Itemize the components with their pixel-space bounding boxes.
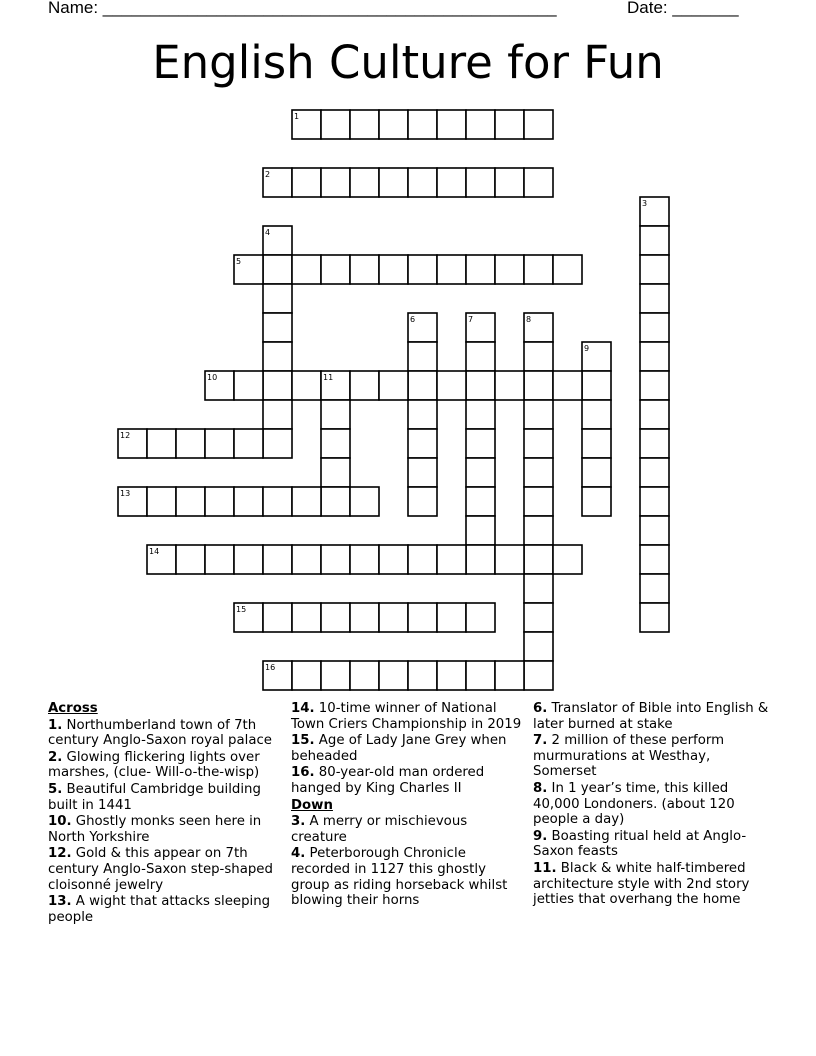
clue-down bbox=[291, 846, 527, 908]
cell-number: 14 bbox=[149, 547, 160, 556]
grid-cell[interactable] bbox=[379, 168, 408, 197]
grid-cell[interactable] bbox=[408, 487, 437, 516]
clues-column-2 bbox=[291, 701, 527, 910]
grid-cell[interactable] bbox=[205, 545, 234, 574]
grid-cell[interactable] bbox=[292, 255, 321, 284]
cell-number: 5 bbox=[236, 257, 242, 266]
grid-cell[interactable] bbox=[176, 487, 205, 516]
grid-cell[interactable] bbox=[524, 168, 553, 197]
grid-cell[interactable] bbox=[466, 342, 495, 371]
grid-cell[interactable] bbox=[321, 603, 350, 632]
clue-text: Black & white half-timbered architecture style with 2nd story jetties that overhang the home bbox=[533, 860, 750, 908]
clue-number: 5. bbox=[48, 781, 63, 797]
grid-cell[interactable] bbox=[350, 661, 379, 690]
clue-text: A merry or mischievous creature bbox=[291, 814, 468, 845]
cell-number: 12 bbox=[120, 431, 131, 440]
grid-cell[interactable] bbox=[408, 429, 437, 458]
grid-cell[interactable] bbox=[350, 168, 379, 197]
grid-cell[interactable] bbox=[524, 110, 553, 139]
grid-cell[interactable] bbox=[582, 400, 611, 429]
grid-cell[interactable] bbox=[495, 661, 524, 690]
grid-cell[interactable] bbox=[640, 545, 669, 574]
grid-cell[interactable] bbox=[263, 255, 292, 284]
clue-across bbox=[48, 750, 288, 781]
grid-cell[interactable] bbox=[292, 661, 321, 690]
clue-number: 7. bbox=[533, 733, 548, 749]
clue-down bbox=[533, 781, 773, 828]
grid-cell[interactable] bbox=[350, 371, 379, 400]
clue-number: 3. bbox=[291, 814, 306, 830]
clue-number: 10. bbox=[48, 814, 72, 830]
grid-cell[interactable] bbox=[350, 255, 379, 284]
grid-cell[interactable] bbox=[437, 168, 466, 197]
grid-cell[interactable] bbox=[495, 110, 524, 139]
grid-cell[interactable] bbox=[408, 603, 437, 632]
grid-cell[interactable] bbox=[176, 429, 205, 458]
across-heading: Across bbox=[48, 701, 98, 716]
grid-cell[interactable] bbox=[408, 458, 437, 487]
grid-cell[interactable] bbox=[640, 371, 669, 400]
grid-cell[interactable] bbox=[524, 371, 553, 400]
clue-number: 2. bbox=[48, 749, 63, 765]
grid-cell[interactable] bbox=[524, 516, 553, 545]
cell-number: 2 bbox=[265, 170, 271, 179]
grid-cell[interactable] bbox=[582, 429, 611, 458]
grid-cell[interactable] bbox=[582, 458, 611, 487]
clue-text: 10-time winner of National Town Criers Championship in 2019 bbox=[291, 701, 522, 732]
grid-cell[interactable] bbox=[640, 400, 669, 429]
clue-across bbox=[48, 894, 288, 925]
clue-number: 9. bbox=[533, 828, 548, 844]
cell-number: 11 bbox=[323, 373, 334, 382]
grid-cell[interactable] bbox=[350, 545, 379, 574]
cell-number: 9 bbox=[584, 344, 590, 353]
clue-across bbox=[48, 846, 288, 893]
clue-text: Translator of Bible into English & later burned at stake bbox=[533, 701, 769, 732]
grid-cell[interactable] bbox=[147, 487, 176, 516]
clue-number: 1. bbox=[48, 717, 63, 733]
clue-text: In 1 year’s time, this killed 40,000 Londoners. (about 120 people a day) bbox=[533, 780, 735, 828]
grid-cell[interactable] bbox=[524, 574, 553, 603]
grid-cell[interactable] bbox=[292, 603, 321, 632]
grid-cell[interactable] bbox=[321, 255, 350, 284]
grid-cell[interactable] bbox=[466, 603, 495, 632]
grid-cell[interactable] bbox=[524, 458, 553, 487]
grid-cell[interactable] bbox=[466, 371, 495, 400]
clue-text: Gold & this appear on 7th century Anglo-Saxon step-shaped cloisonné jewelry bbox=[48, 846, 273, 893]
clue-down bbox=[533, 701, 773, 732]
cell-number: 3 bbox=[642, 199, 648, 208]
clue-across bbox=[291, 701, 527, 732]
grid-cell[interactable] bbox=[234, 545, 263, 574]
grid-cell[interactable] bbox=[466, 458, 495, 487]
grid-cell[interactable] bbox=[350, 487, 379, 516]
clue-number: 4. bbox=[291, 846, 306, 862]
cell-number: 6 bbox=[410, 315, 416, 324]
grid-cell[interactable] bbox=[379, 255, 408, 284]
cell-number: 7 bbox=[468, 315, 474, 324]
grid-cell[interactable] bbox=[466, 400, 495, 429]
date-field[interactable]: Date: _______ bbox=[627, 0, 739, 17]
grid-cell[interactable] bbox=[408, 371, 437, 400]
grid-cell[interactable] bbox=[408, 400, 437, 429]
cell-number: 8 bbox=[526, 315, 532, 324]
cell-number: 16 bbox=[265, 663, 276, 672]
grid-cell[interactable] bbox=[321, 110, 350, 139]
grid-cell[interactable] bbox=[263, 603, 292, 632]
clue-down bbox=[533, 733, 773, 780]
grid-cell[interactable] bbox=[640, 342, 669, 371]
grid-cell[interactable] bbox=[263, 371, 292, 400]
grid-cell[interactable] bbox=[234, 487, 263, 516]
grid-cell[interactable] bbox=[321, 661, 350, 690]
grid-cell[interactable] bbox=[263, 313, 292, 342]
grid-cell[interactable] bbox=[292, 168, 321, 197]
clue-text: Glowing flickering lights over marshes, (clue- Will-o-the-wisp) bbox=[48, 749, 260, 781]
grid-cell[interactable] bbox=[466, 110, 495, 139]
cell-number: 13 bbox=[120, 489, 131, 498]
grid-cell[interactable] bbox=[321, 545, 350, 574]
grid-cell[interactable] bbox=[553, 255, 582, 284]
clue-number: 8. bbox=[533, 780, 548, 796]
grid-cell[interactable] bbox=[524, 400, 553, 429]
grid-cell[interactable] bbox=[466, 168, 495, 197]
grid-cell[interactable] bbox=[524, 661, 553, 690]
grid-cell[interactable] bbox=[379, 371, 408, 400]
grid-cell[interactable] bbox=[321, 487, 350, 516]
clue-down bbox=[291, 814, 527, 845]
grid-cell[interactable] bbox=[292, 487, 321, 516]
grid-cell[interactable] bbox=[350, 603, 379, 632]
grid-cell[interactable] bbox=[321, 429, 350, 458]
grid-cell[interactable] bbox=[495, 545, 524, 574]
name-field[interactable]: Name: ________________________________________________ bbox=[48, 0, 557, 17]
grid-cell[interactable] bbox=[524, 632, 553, 661]
grid-cell[interactable] bbox=[640, 516, 669, 545]
clue-text: 80-year-old man ordered hanged by King Charles II bbox=[291, 765, 485, 796]
grid-cell[interactable] bbox=[379, 661, 408, 690]
grid-cell[interactable] bbox=[524, 342, 553, 371]
grid-cell[interactable] bbox=[205, 487, 234, 516]
grid-cell[interactable] bbox=[495, 371, 524, 400]
grid-cell[interactable] bbox=[437, 371, 466, 400]
clue-across bbox=[48, 782, 288, 813]
grid-cell[interactable] bbox=[466, 516, 495, 545]
grid-cell[interactable] bbox=[321, 458, 350, 487]
grid-cell[interactable] bbox=[234, 371, 263, 400]
grid-cell[interactable] bbox=[437, 110, 466, 139]
clue-number: 13. bbox=[48, 894, 72, 910]
grid-cell[interactable] bbox=[582, 487, 611, 516]
grid-cell[interactable] bbox=[321, 168, 350, 197]
grid-cell[interactable] bbox=[524, 603, 553, 632]
grid-cell[interactable] bbox=[640, 284, 669, 313]
grid-cell[interactable] bbox=[147, 429, 176, 458]
cell-number: 1 bbox=[294, 112, 300, 121]
grid-cell[interactable] bbox=[466, 545, 495, 574]
grid-cell[interactable] bbox=[292, 371, 321, 400]
grid-cell[interactable] bbox=[437, 545, 466, 574]
clue-number: 11. bbox=[533, 860, 557, 876]
grid-cell[interactable] bbox=[553, 371, 582, 400]
grid-cell[interactable] bbox=[640, 226, 669, 255]
grid-cell[interactable] bbox=[408, 255, 437, 284]
cell-number: 4 bbox=[265, 228, 271, 237]
clue-across bbox=[291, 733, 527, 764]
cell-number: 10 bbox=[207, 373, 218, 382]
grid-cell[interactable] bbox=[408, 342, 437, 371]
grid-cell[interactable] bbox=[263, 545, 292, 574]
clues-column-1 bbox=[48, 701, 288, 926]
clue-number: 6. bbox=[533, 701, 548, 716]
grid-cell[interactable] bbox=[640, 458, 669, 487]
grid-cell[interactable] bbox=[640, 574, 669, 603]
grid-cell[interactable] bbox=[524, 487, 553, 516]
grid-cell[interactable] bbox=[640, 255, 669, 284]
grid-cell[interactable] bbox=[582, 371, 611, 400]
grid-cell[interactable] bbox=[321, 400, 350, 429]
grid-cell[interactable] bbox=[466, 661, 495, 690]
grid-cell[interactable] bbox=[640, 313, 669, 342]
grid-cell[interactable] bbox=[524, 429, 553, 458]
clue-text: Boasting ritual held at Anglo-Saxon feasts bbox=[533, 828, 747, 860]
grid-cell[interactable] bbox=[466, 255, 495, 284]
clue-text: Age of Lady Jane Grey when beheaded bbox=[291, 733, 507, 764]
grid-cell[interactable] bbox=[640, 429, 669, 458]
grid-cell[interactable] bbox=[408, 545, 437, 574]
clue-across bbox=[291, 765, 527, 796]
clue-text: Ghostly monks seen here in North Yorkshire bbox=[48, 814, 262, 845]
grid-cell[interactable] bbox=[234, 429, 263, 458]
grid-cell[interactable] bbox=[350, 110, 379, 139]
grid-cell[interactable] bbox=[466, 487, 495, 516]
page-title: English Culture for Fun bbox=[152, 36, 664, 89]
grid-cell[interactable] bbox=[640, 487, 669, 516]
grid-cell[interactable] bbox=[379, 545, 408, 574]
grid-cell[interactable] bbox=[437, 603, 466, 632]
clue-across bbox=[48, 814, 288, 845]
grid-cell[interactable] bbox=[495, 168, 524, 197]
grid-cell[interactable] bbox=[524, 255, 553, 284]
cell-number: 15 bbox=[236, 605, 247, 614]
clue-number: 14. bbox=[291, 701, 315, 716]
clue-number: 12. bbox=[48, 846, 72, 862]
grid-cell[interactable] bbox=[524, 545, 553, 574]
clue-down bbox=[533, 829, 773, 860]
grid-cell[interactable] bbox=[466, 429, 495, 458]
grid-cell[interactable] bbox=[408, 661, 437, 690]
clue-text: Beautiful Cambridge building built in 1441 bbox=[48, 781, 261, 813]
grid-cell[interactable] bbox=[205, 429, 234, 458]
grid-cell[interactable] bbox=[263, 342, 292, 371]
grid-cell[interactable] bbox=[495, 255, 524, 284]
grid-cell[interactable] bbox=[379, 603, 408, 632]
grid-cell[interactable] bbox=[263, 429, 292, 458]
grid-cell[interactable] bbox=[553, 545, 582, 574]
clue-across bbox=[48, 718, 288, 749]
clue-text: Northumberland town of 7th century Anglo-Saxon royal palace bbox=[48, 717, 272, 749]
grid-cell[interactable] bbox=[379, 110, 408, 139]
clue-number: 15. bbox=[291, 733, 315, 749]
clue-number: 16. bbox=[291, 765, 315, 781]
clue-text: 2 million of these perform murmurations at Westhay, Somerset bbox=[533, 733, 725, 780]
grid-cell[interactable] bbox=[408, 110, 437, 139]
clue-down bbox=[533, 861, 773, 908]
clue-text: A wight that attacks sleeping people bbox=[48, 894, 271, 925]
grid-cell[interactable] bbox=[263, 487, 292, 516]
grid-cell[interactable] bbox=[263, 284, 292, 313]
clues-column-3 bbox=[533, 701, 773, 909]
grid-cell[interactable] bbox=[176, 545, 205, 574]
grid-cell[interactable] bbox=[292, 545, 321, 574]
grid-cell[interactable] bbox=[263, 400, 292, 429]
grid-cell[interactable] bbox=[437, 661, 466, 690]
down-heading: Down bbox=[291, 797, 333, 813]
grid-cell[interactable] bbox=[437, 255, 466, 284]
grid-cell[interactable] bbox=[408, 168, 437, 197]
grid-cell[interactable] bbox=[640, 603, 669, 632]
clue-text: Peterborough Chronicle recorded in 1127 this ghostly group as riding horseback whilst blowing their horns bbox=[291, 846, 508, 909]
